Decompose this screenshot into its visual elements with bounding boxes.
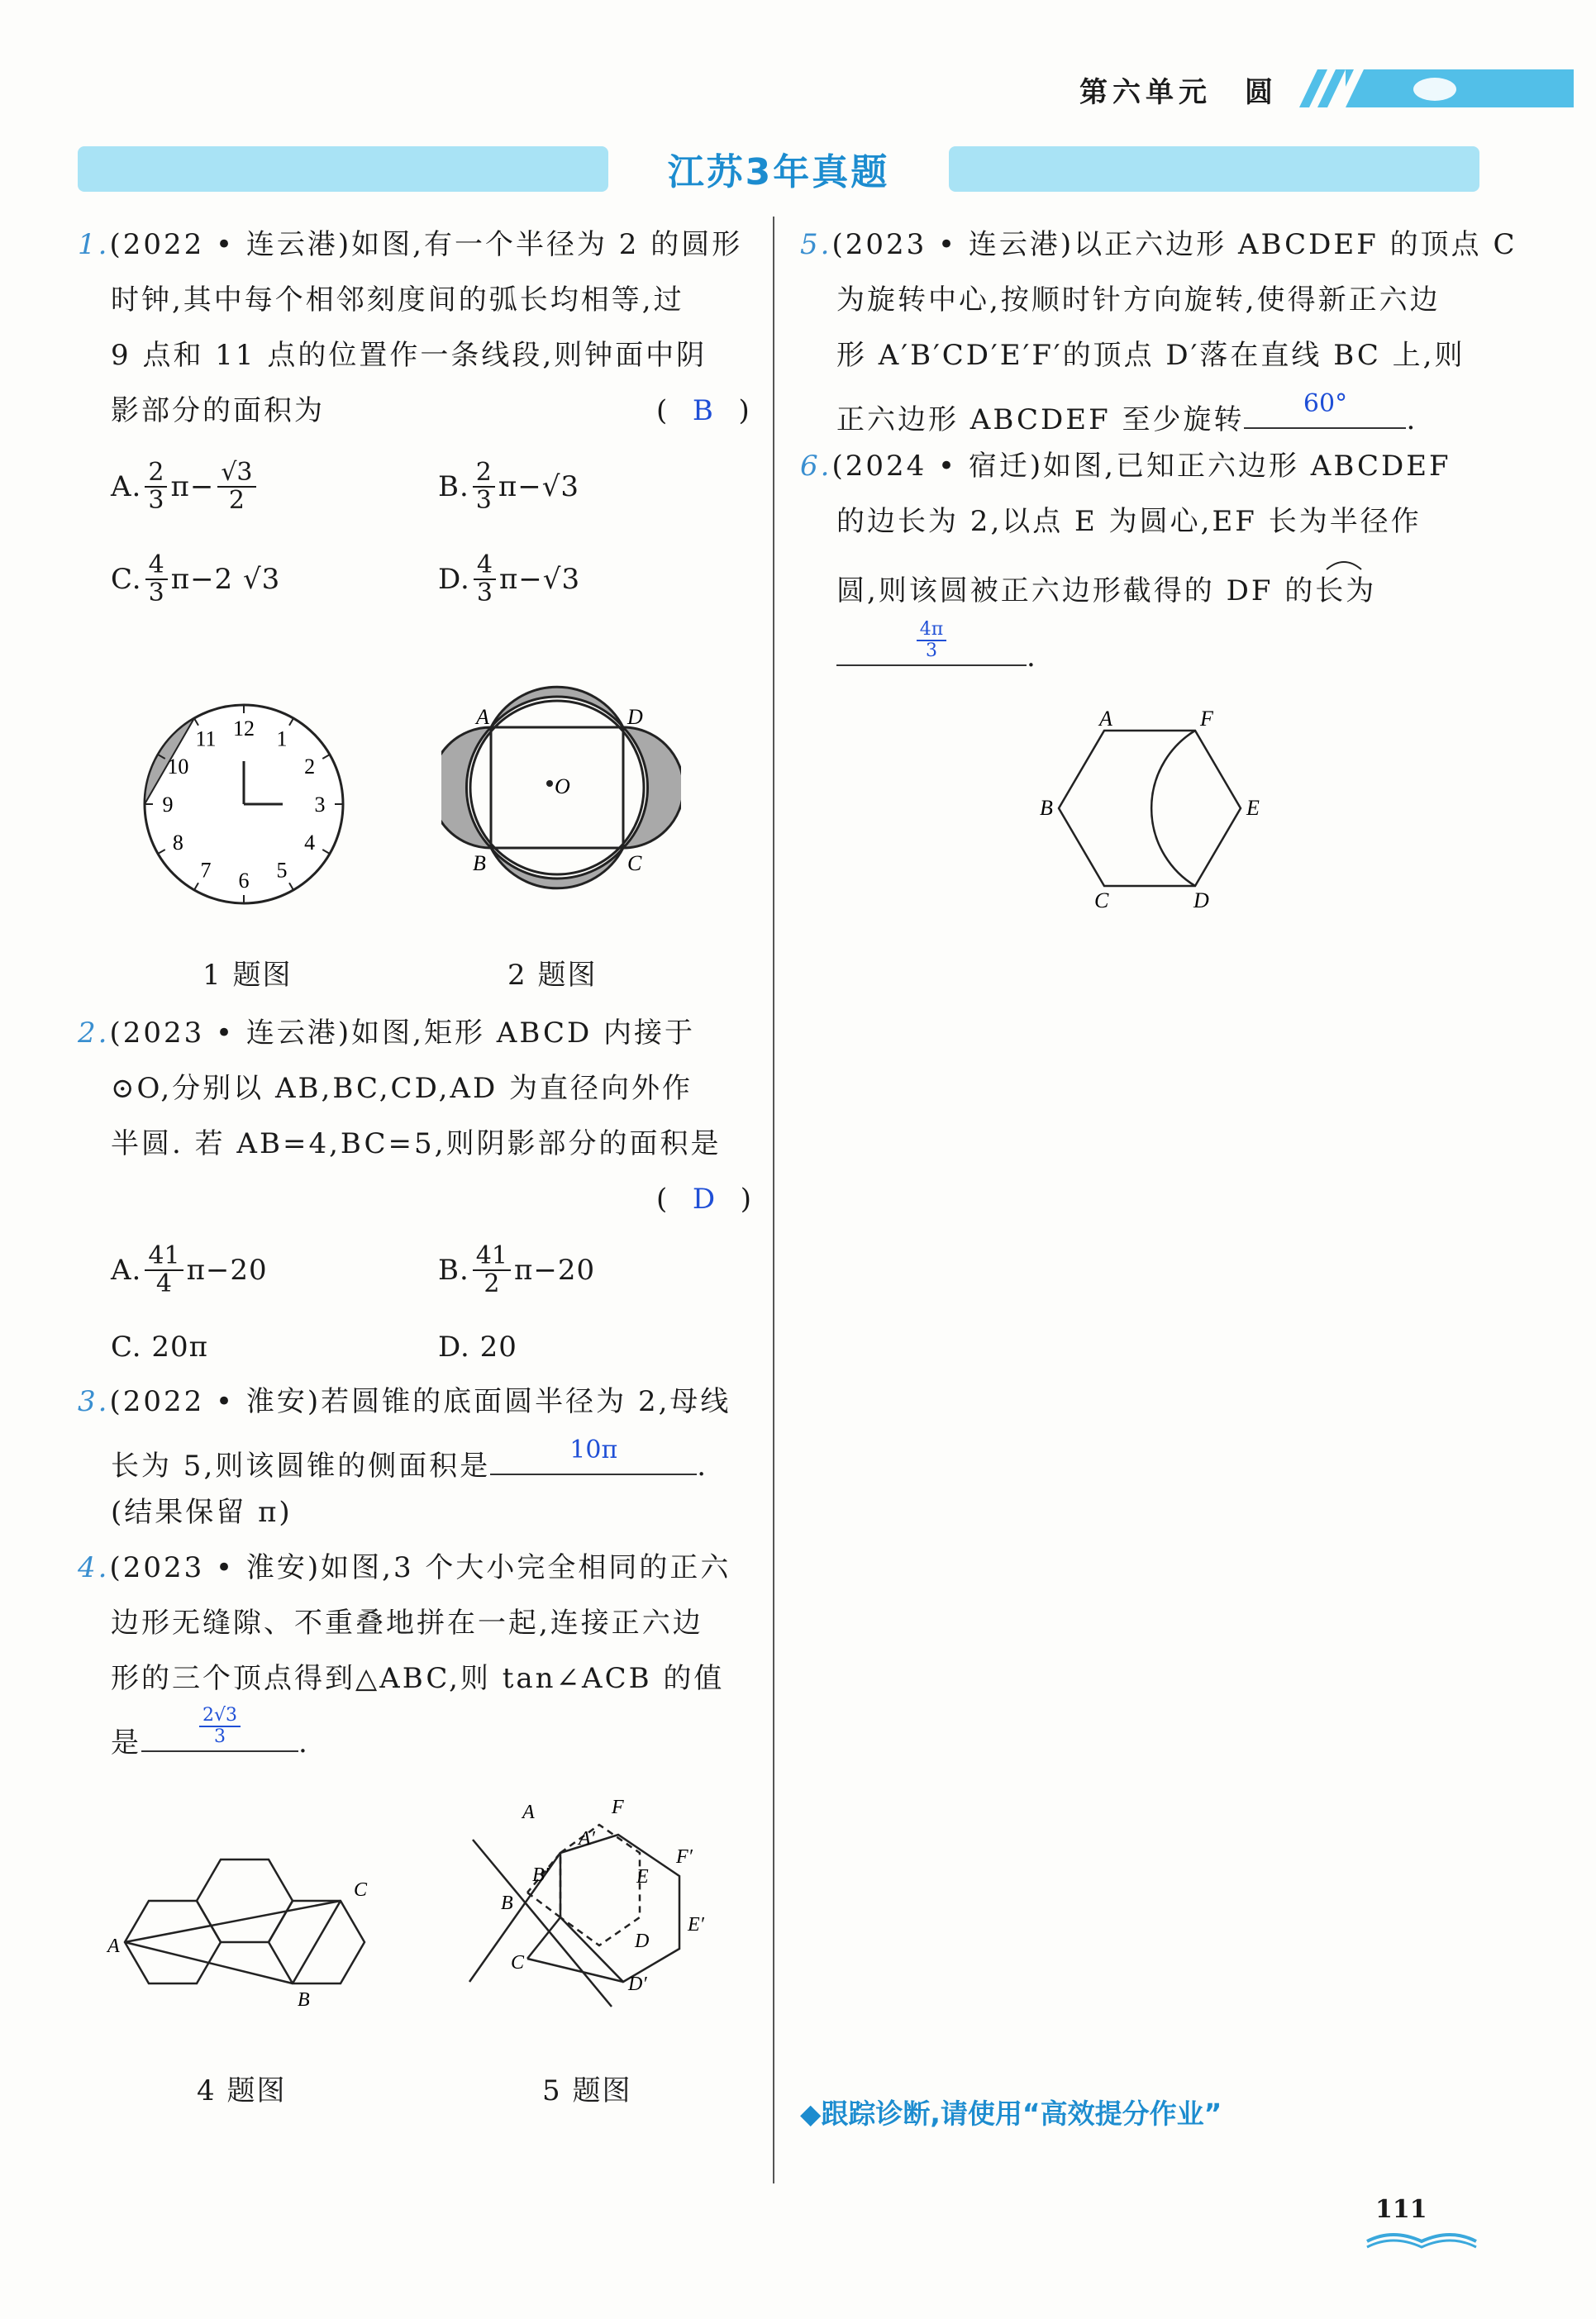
q2-label-a: A <box>476 705 489 729</box>
q4-number: 4. <box>78 1551 110 1584</box>
q1-answer-paren: ( B ) <box>656 394 752 427</box>
clock-number: 5 <box>276 858 288 883</box>
q1-option-b[interactable]: B. $\frac{2}{3}$ π−√3 <box>438 458 580 515</box>
q3-blank <box>490 1436 697 1475</box>
q3-answer: 10π <box>569 1436 618 1464</box>
q4-line-1: 4.(2023 • 淮安)如图,3 个大小完全相同的正六 <box>78 1551 731 1584</box>
q4-label-c: C <box>354 1879 368 1901</box>
clock-number: 4 <box>304 831 316 855</box>
q3-number: 3. <box>78 1385 110 1418</box>
q5-label-d: D <box>635 1931 650 1952</box>
q2-label-d: D <box>627 705 643 729</box>
q1-line-1: 1.(2022 • 连云港)如图,有一个半径为 2 的圆形 <box>78 228 743 261</box>
q5-label-f: F <box>612 1797 624 1818</box>
q2-line-2: ⊙O,分别以 AB,BC,CD,AD 为直径向外作 <box>111 1072 693 1105</box>
q5-label-a: A <box>522 1802 535 1823</box>
q5-number: 5. <box>800 228 832 261</box>
logo-icon <box>1413 78 1456 101</box>
q6-label-f: F <box>1200 707 1213 731</box>
q1-caption: 1 题图 <box>202 959 293 992</box>
q6-figure <box>1033 701 1273 916</box>
q3-line-3: (结果保留 π) <box>111 1496 293 1529</box>
q3-line-2: 长为 5,则该圆锥的侧面积是 10π . <box>111 1436 709 1483</box>
header-decoration <box>1296 66 1574 111</box>
q6-number: 6. <box>800 450 832 483</box>
unit-title: 第六单元 圆 <box>1079 76 1278 109</box>
clock-number: 12 <box>233 717 255 740</box>
q2-label-c: C <box>627 851 642 875</box>
q5-label-f1: F′ <box>676 1846 693 1868</box>
q5-blank <box>1244 389 1406 429</box>
q4-line-3: 形的三个顶点得到△ABC,则 tan∠ACB 的值 <box>111 1662 725 1695</box>
book-icon <box>1364 2225 1479 2250</box>
q5-label-e: E <box>636 1866 649 1888</box>
q5-figure <box>463 1785 727 2025</box>
q6-label-d: D <box>1193 888 1209 912</box>
q4-line-4: 是 $\frac{2√3}{3}$ . <box>111 1705 310 1759</box>
q4-blank <box>141 1705 298 1752</box>
column-divider <box>773 217 774 2183</box>
q2-caption: 2 题图 <box>507 959 598 992</box>
q4-label-b: B <box>298 1989 310 2011</box>
q1-option-d[interactable]: D. $\frac{4}{3}$ π−√3 <box>438 550 581 607</box>
q6-line-3: 圆,则该圆被正六边形截得的 DF 的长为 <box>836 574 1377 607</box>
clock-number: 2 <box>304 755 316 779</box>
clock-number: 10 <box>167 755 189 779</box>
q5-label-c: C <box>511 1952 525 1974</box>
q1-line-4: 影部分的面积为 <box>111 394 325 427</box>
q6-line-4: $\frac{4\pi}{3}$ . <box>836 630 1038 674</box>
q1-number: 1. <box>78 228 110 261</box>
clock-number: 7 <box>200 858 212 883</box>
q2-option-a[interactable]: A. $\frac{41}{4}$ π−20 <box>111 1241 268 1298</box>
q2-option-b[interactable]: B. $\frac{41}{2}$ π−20 <box>438 1241 596 1298</box>
q2-label-o: O <box>555 774 570 798</box>
q2-answer: D <box>692 1183 718 1216</box>
q5-line-4: 正六边形 ABCDEF 至少旋转 60° . <box>836 389 1418 436</box>
q2-label-b: B <box>473 851 486 875</box>
q2-figure <box>441 668 681 907</box>
q4-caption: 4 题图 <box>197 2074 287 2107</box>
q5-line-1: 5.(2023 • 连云港)以正六边形 ABCDEF 的顶点 C <box>800 228 1517 261</box>
q6-arc-symbol <box>1323 555 1365 571</box>
page-number: 111 <box>1375 2195 1427 2224</box>
q6-label-b: B <box>1040 796 1053 820</box>
section-title: 江苏3年真题 <box>667 151 890 193</box>
clock-number: 3 <box>314 793 326 817</box>
clock-number: 8 <box>172 831 183 855</box>
q5-label-a1: A′ <box>579 1828 595 1850</box>
q4-label-a: A <box>107 1936 120 1957</box>
q6-label-e: E <box>1246 796 1260 820</box>
q5-label-e1: E′ <box>688 1914 704 1936</box>
q2-answer-paren: ( D ) <box>656 1183 755 1216</box>
q6-label-a: A <box>1099 707 1112 731</box>
q1-option-a[interactable]: A. $\frac{2}{3}$ π− $\frac{√3}{2}$ <box>111 460 260 514</box>
q1-line-3: 9 点和 11 点的位置作一条线段,则钟面中阴 <box>111 339 707 372</box>
q5-line-3: 形 A′B′CD′E′F′的顶点 D′落在直线 BC 上,则 <box>836 339 1465 372</box>
q4-line-2: 边形无缝隙、不重叠地拼在一起,连接正六边 <box>111 1607 703 1640</box>
clock-number: 11 <box>195 726 217 751</box>
q6-line-1: 6.(2024 • 宿迁)如图,已知正六边形 ABCDEF <box>800 450 1451 483</box>
q1-answer: B <box>692 394 716 427</box>
q2-number: 2. <box>78 1017 110 1050</box>
q4-figure <box>98 1835 387 2017</box>
q2-line-1: 2.(2023 • 连云港)如图,矩形 ABCD 内接于 <box>78 1017 696 1050</box>
q2-line-3: 半圆. 若 AB=4,BC=5,则阴影部分的面积是 <box>111 1127 722 1160</box>
q6-line-2: 的边长为 2,以点 E 为圆心,EF 长为半径作 <box>836 505 1422 538</box>
q1-line-2: 时钟,其中每个相邻刻度间的弧长均相等,过 <box>111 283 684 317</box>
section-bar-left <box>78 146 608 192</box>
q5-line-2: 为旋转中心,按顺时针方向旋转,使得新正六边 <box>836 283 1441 317</box>
q4-answer: $\frac{2√3}{3}$ <box>199 1706 241 1747</box>
clock-number: 6 <box>238 869 250 893</box>
q5-label-d1: D′ <box>628 1974 647 1995</box>
q6-blank <box>836 619 1027 666</box>
q6-answer: $\frac{4\pi}{3}$ <box>917 620 946 661</box>
q2-option-c[interactable]: C. 20π <box>111 1331 209 1364</box>
q5-caption: 5 题图 <box>542 2074 632 2107</box>
q5-label-b1: B′ <box>532 1864 549 1886</box>
q1-clock-figure <box>141 701 347 907</box>
section-bar-right <box>949 146 1479 192</box>
q2-option-d[interactable]: D. 20 <box>438 1331 517 1364</box>
clock-number: 1 <box>276 726 288 751</box>
q1-option-c[interactable]: C. $\frac{4}{3}$ π−2 √3 <box>111 550 281 607</box>
q5-label-b: B <box>501 1893 513 1914</box>
clock-number: 9 <box>162 793 174 817</box>
q3-line-1: 3.(2022 • 淮安)若圆锥的底面圆半径为 2,母线 <box>78 1385 731 1418</box>
footer-note: ◆跟踪诊断,请使用“高效提分作业” <box>800 2098 1222 2130</box>
q6-label-c: C <box>1094 888 1109 912</box>
q5-answer: 60° <box>1303 389 1348 418</box>
